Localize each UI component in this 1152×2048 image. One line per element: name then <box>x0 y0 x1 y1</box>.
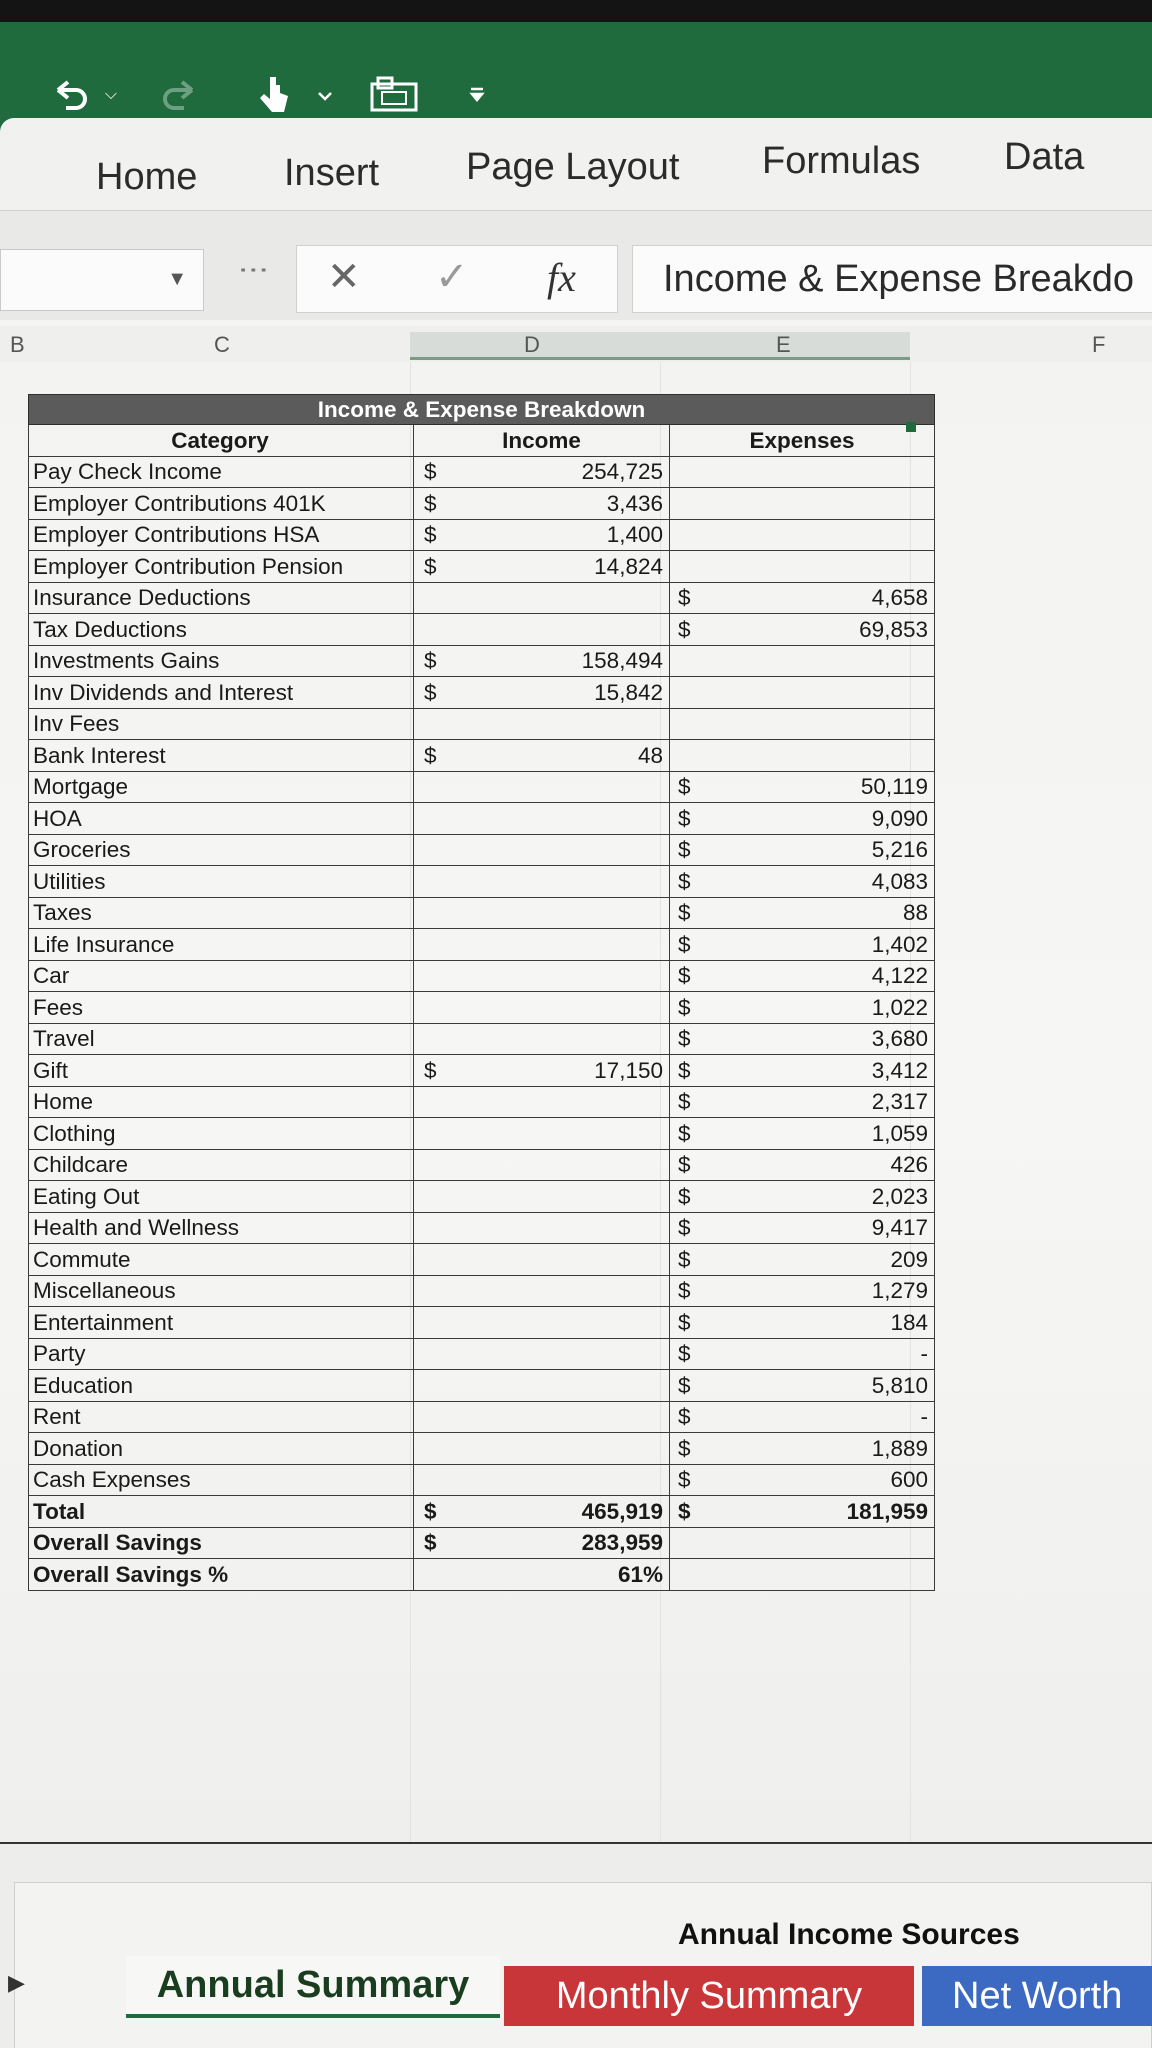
expense-currency-cell[interactable] <box>670 1527 710 1559</box>
category-cell[interactable]: Inv Dividends and Interest <box>29 677 414 709</box>
table-row <box>29 1401 935 1433</box>
undo-icon[interactable] <box>40 70 100 120</box>
header-expenses[interactable]: Expenses <box>670 425 935 457</box>
category-cell[interactable]: Rent <box>29 1401 414 1433</box>
income-value-cell[interactable] <box>494 708 670 740</box>
income-value-cell[interactable] <box>494 929 670 961</box>
income-value-cell[interactable]: 14,824 <box>494 551 670 583</box>
expense-value-cell[interactable]: 69,853 <box>710 614 935 646</box>
income-currency-cell[interactable] <box>414 1307 494 1339</box>
income-value-cell[interactable] <box>494 1307 670 1339</box>
column-header-b[interactable]: B <box>10 332 25 357</box>
sheet-tab-annual-income-sources[interactable]: Annual Income Sources <box>678 1918 1020 1951</box>
category-cell[interactable]: Groceries <box>29 834 414 866</box>
category-cell[interactable]: Life Insurance <box>29 929 414 961</box>
table-row <box>29 1212 935 1244</box>
income-value-cell[interactable] <box>494 1023 670 1055</box>
total-row <box>29 1496 935 1528</box>
category-cell[interactable]: Commute <box>29 1244 414 1276</box>
expense-currency-cell[interactable]: $ <box>670 1275 710 1307</box>
income-currency-cell[interactable] <box>414 929 494 961</box>
expense-value-cell[interactable]: 5,216 <box>710 834 935 866</box>
expense-value-cell[interactable]: 5,810 <box>710 1370 935 1402</box>
income-value-cell[interactable] <box>494 1086 670 1118</box>
expense-currency-cell[interactable]: $ <box>670 803 710 835</box>
table-title[interactable]: Income & Expense Breakdown <box>29 395 935 425</box>
table-header-row <box>29 425 935 457</box>
expense-currency-cell[interactable]: $ <box>670 992 710 1024</box>
income-value-cell[interactable] <box>494 803 670 835</box>
expense-currency-cell[interactable] <box>670 645 710 677</box>
category-cell[interactable]: Donation <box>29 1433 414 1465</box>
income-value-cell[interactable] <box>494 1275 670 1307</box>
expense-value-cell[interactable]: - <box>710 1338 935 1370</box>
expense-currency-cell[interactable]: $ <box>670 1212 710 1244</box>
category-cell[interactable]: Travel <box>29 1023 414 1055</box>
category-cell[interactable]: Home <box>29 1086 414 1118</box>
expense-currency-cell[interactable]: $ <box>670 1338 710 1370</box>
expense-currency-cell[interactable]: $ <box>670 1086 710 1118</box>
table-row <box>29 803 935 835</box>
income-value-cell[interactable] <box>494 1149 670 1181</box>
table-row <box>29 1055 935 1087</box>
category-cell[interactable]: Employer Contribution Pension <box>29 551 414 583</box>
income-value-cell[interactable] <box>494 1181 670 1213</box>
income-currency-cell[interactable]: $ <box>414 551 494 583</box>
expense-currency-cell[interactable]: $ <box>670 1055 710 1087</box>
expense-currency-cell[interactable]: $ <box>670 614 710 646</box>
expense-value-cell[interactable]: 600 <box>710 1464 935 1496</box>
formula-buttons <box>296 245 618 313</box>
income-currency-cell[interactable] <box>414 1559 494 1591</box>
table-row <box>29 519 935 551</box>
category-cell[interactable]: Utilities <box>29 866 414 898</box>
formula-text: Income & Expense Breakdo <box>663 258 1135 300</box>
column-headers <box>0 326 1152 362</box>
income-value-cell[interactable]: 48 <box>494 740 670 772</box>
category-cell[interactable]: Mortgage <box>29 771 414 803</box>
sheet-tab-monthly-summary[interactable]: Monthly Summary <box>504 1966 914 2026</box>
tab-home[interactable]: Home <box>96 156 198 198</box>
tab-page-layout[interactable]: Page Layout <box>466 146 680 188</box>
category-cell[interactable]: Taxes <box>29 897 414 929</box>
formula-input[interactable] <box>632 245 1152 313</box>
expense-currency-cell[interactable] <box>670 488 710 520</box>
expense-currency-cell[interactable]: $ <box>670 929 710 961</box>
table-row <box>29 1023 935 1055</box>
income-currency-cell[interactable] <box>414 614 494 646</box>
cancel-entry-icon[interactable]: ✕ <box>327 255 361 299</box>
expense-currency-cell[interactable] <box>670 708 710 740</box>
touch-dropdown-icon[interactable] <box>314 84 336 108</box>
table-row <box>29 1244 935 1276</box>
expense-currency-cell[interactable]: $ <box>670 897 710 929</box>
category-cell[interactable]: Bank Interest <box>29 740 414 772</box>
table-title-row <box>29 395 935 425</box>
category-cell[interactable]: Investments Gains <box>29 645 414 677</box>
income-value-cell[interactable] <box>494 1401 670 1433</box>
income-value-cell[interactable]: 283,959 <box>494 1527 670 1559</box>
expense-value-cell[interactable] <box>710 677 935 709</box>
column-header-f[interactable]: F <box>1092 332 1106 357</box>
category-cell[interactable]: Employer Contributions 401K <box>29 488 414 520</box>
category-cell[interactable]: Insurance Deductions <box>29 582 414 614</box>
header-category[interactable]: Category <box>29 425 414 457</box>
table-row <box>29 1370 935 1402</box>
income-currency-cell[interactable] <box>414 834 494 866</box>
formula-bar <box>0 210 1152 320</box>
income-value-cell[interactable] <box>494 771 670 803</box>
category-cell[interactable]: Education <box>29 1370 414 1402</box>
expense-value-cell[interactable]: - <box>710 1401 935 1433</box>
expense-value-cell[interactable] <box>710 456 935 488</box>
category-cell[interactable]: Eating Out <box>29 1181 414 1213</box>
income-value-cell[interactable] <box>494 866 670 898</box>
table-row <box>29 1433 935 1465</box>
income-value-cell[interactable] <box>494 960 670 992</box>
savings-row <box>29 1527 935 1559</box>
income-expense-table[interactable] <box>28 394 935 1591</box>
income-currency-cell[interactable] <box>414 1118 494 1150</box>
screenshot-icon[interactable] <box>364 70 424 118</box>
sheet-tab-annual-summary[interactable]: Annual Summary <box>126 1956 500 2018</box>
table-row <box>29 1464 935 1496</box>
category-cell[interactable]: Entertainment <box>29 1307 414 1339</box>
category-cell[interactable]: Party <box>29 1338 414 1370</box>
expense-value-cell[interactable] <box>710 708 935 740</box>
expense-currency-cell[interactable]: $ <box>670 1023 710 1055</box>
expense-value-cell[interactable] <box>710 1527 935 1559</box>
income-currency-cell[interactable] <box>414 1181 494 1213</box>
expense-value-cell[interactable]: 50,119 <box>710 771 935 803</box>
redo-icon <box>150 70 210 120</box>
expense-currency-cell[interactable]: $ <box>670 1181 710 1213</box>
income-currency-cell[interactable]: $ <box>414 1055 494 1087</box>
income-currency-cell[interactable] <box>414 582 494 614</box>
table-row <box>29 960 935 992</box>
expense-value-cell[interactable]: 88 <box>710 897 935 929</box>
name-box[interactable] <box>0 249 204 311</box>
expense-value-cell[interactable] <box>710 645 935 677</box>
undo-dropdown-icon[interactable]: ⌵ <box>104 86 118 103</box>
income-value-cell[interactable] <box>494 1464 670 1496</box>
expense-value-cell[interactable]: 181,959 <box>710 1496 935 1528</box>
category-cell[interactable]: Miscellaneous <box>29 1275 414 1307</box>
expense-currency-cell[interactable]: $ <box>670 1307 710 1339</box>
tab-insert[interactable]: Insert <box>284 152 380 194</box>
column-header-e[interactable]: E <box>776 332 791 357</box>
expense-value-cell[interactable]: 9,417 <box>710 1212 935 1244</box>
income-currency-cell[interactable]: $ <box>414 677 494 709</box>
table-row <box>29 645 935 677</box>
table-row <box>29 551 935 583</box>
income-currency-cell[interactable] <box>414 1244 494 1276</box>
expense-currency-cell[interactable]: $ <box>670 1464 710 1496</box>
expense-value-cell[interactable]: 2,023 <box>710 1181 935 1213</box>
expense-value-cell[interactable]: 4,658 <box>710 582 935 614</box>
expense-currency-cell[interactable]: $ <box>670 960 710 992</box>
income-currency-cell[interactable]: $ <box>414 519 494 551</box>
income-currency-cell[interactable]: $ <box>414 645 494 677</box>
expense-value-cell[interactable] <box>710 740 935 772</box>
expense-value-cell[interactable]: 1,889 <box>710 1433 935 1465</box>
confirm-entry-icon[interactable]: ✓ <box>435 255 469 299</box>
category-cell[interactable]: Total <box>29 1496 414 1528</box>
category-cell[interactable]: Inv Fees <box>29 708 414 740</box>
expense-value-cell[interactable]: 184 <box>710 1307 935 1339</box>
income-value-cell[interactable]: 158,494 <box>494 645 670 677</box>
expense-value-cell[interactable]: 1,059 <box>710 1118 935 1150</box>
income-value-cell[interactable] <box>494 582 670 614</box>
expense-currency-cell[interactable]: $ <box>670 1244 710 1276</box>
category-cell[interactable]: Overall Savings % <box>29 1559 414 1591</box>
income-currency-cell[interactable] <box>414 708 494 740</box>
expense-currency-cell[interactable]: $ <box>670 866 710 898</box>
income-value-cell[interactable] <box>494 1370 670 1402</box>
income-currency-cell[interactable] <box>414 1401 494 1433</box>
table-row <box>29 456 935 488</box>
expense-currency-cell[interactable] <box>670 519 710 551</box>
table-row <box>29 834 935 866</box>
tab-data[interactable]: Data <box>1004 136 1085 178</box>
expense-currency-cell[interactable]: $ <box>670 1149 710 1181</box>
income-currency-cell[interactable] <box>414 1275 494 1307</box>
income-currency-cell[interactable] <box>414 866 494 898</box>
expense-value-cell[interactable]: 1,022 <box>710 992 935 1024</box>
category-cell[interactable]: Car <box>29 960 414 992</box>
insert-function-icon[interactable]: fx <box>547 255 576 300</box>
expense-currency-cell[interactable]: $ <box>670 1401 710 1433</box>
worksheet[interactable] <box>0 362 1152 1842</box>
expense-currency-cell[interactable] <box>670 456 710 488</box>
category-cell[interactable]: Pay Check Income <box>29 456 414 488</box>
income-value-cell[interactable]: 465,919 <box>494 1496 670 1528</box>
expense-value-cell[interactable]: 426 <box>710 1149 935 1181</box>
category-cell[interactable]: Health and Wellness <box>29 1212 414 1244</box>
income-currency-cell[interactable] <box>414 1086 494 1118</box>
income-value-cell[interactable]: 1,400 <box>494 519 670 551</box>
income-currency-cell[interactable] <box>414 897 494 929</box>
table-row <box>29 1307 935 1339</box>
table-row <box>29 740 935 772</box>
income-value-cell[interactable]: 61% <box>494 1559 670 1591</box>
expense-currency-cell[interactable]: $ <box>670 1433 710 1465</box>
income-currency-cell[interactable]: $ <box>414 456 494 488</box>
expense-value-cell[interactable]: 2,317 <box>710 1086 935 1118</box>
expense-value-cell[interactable]: 1,279 <box>710 1275 935 1307</box>
expense-value-cell[interactable]: 3,412 <box>710 1055 935 1087</box>
name-box-dropdown-icon[interactable]: ▼ <box>167 268 187 290</box>
selected-columns-highlight <box>410 332 910 360</box>
table-row <box>29 771 935 803</box>
income-value-cell[interactable] <box>494 992 670 1024</box>
table-row <box>29 708 935 740</box>
expense-currency-cell[interactable] <box>670 1559 710 1591</box>
expense-value-cell[interactable] <box>710 1559 935 1591</box>
expense-currency-cell[interactable]: $ <box>670 771 710 803</box>
category-cell[interactable]: HOA <box>29 803 414 835</box>
column-header-d[interactable]: D <box>524 332 540 357</box>
more-options-icon[interactable]: ⋮ <box>237 255 270 283</box>
table-row <box>29 1338 935 1370</box>
category-cell[interactable]: Clothing <box>29 1118 414 1150</box>
expense-value-cell[interactable]: 3,680 <box>710 1023 935 1055</box>
income-currency-cell[interactable] <box>414 960 494 992</box>
expense-currency-cell[interactable]: $ <box>670 1118 710 1150</box>
expense-currency-cell[interactable] <box>670 740 710 772</box>
category-cell[interactable]: Overall Savings <box>29 1527 414 1559</box>
table-row <box>29 1086 935 1118</box>
table-row <box>29 488 935 520</box>
income-value-cell[interactable] <box>494 1212 670 1244</box>
category-cell[interactable]: Cash Expenses <box>29 1464 414 1496</box>
column-header-c[interactable]: C <box>214 332 230 357</box>
income-currency-cell[interactable] <box>414 1370 494 1402</box>
category-cell[interactable]: Childcare <box>29 1149 414 1181</box>
income-currency-cell[interactable]: $ <box>414 488 494 520</box>
expense-value-cell[interactable]: 1,402 <box>710 929 935 961</box>
income-value-cell[interactable] <box>494 1433 670 1465</box>
income-value-cell[interactable] <box>494 834 670 866</box>
expense-value-cell[interactable]: 9,090 <box>710 803 935 835</box>
expense-value-cell[interactable] <box>710 519 935 551</box>
table-row <box>29 1118 935 1150</box>
income-currency-cell[interactable] <box>414 803 494 835</box>
customize-toolbar-icon[interactable] <box>464 80 490 110</box>
income-value-cell[interactable] <box>494 614 670 646</box>
sheet-tab-net-worth[interactable]: Net Worth <box>922 1966 1152 2026</box>
expense-currency-cell[interactable]: $ <box>670 582 710 614</box>
expense-value-cell[interactable]: 4,083 <box>710 866 935 898</box>
income-value-cell[interactable]: 17,150 <box>494 1055 670 1087</box>
income-value-cell[interactable] <box>494 1118 670 1150</box>
income-currency-cell[interactable] <box>414 1433 494 1465</box>
income-value-cell[interactable]: 15,842 <box>494 677 670 709</box>
expense-currency-cell[interactable]: $ <box>670 1370 710 1402</box>
table-row <box>29 1181 935 1213</box>
tab-formulas[interactable]: Formulas <box>762 140 921 182</box>
table-row <box>29 866 935 898</box>
expense-currency-cell[interactable] <box>670 551 710 583</box>
income-value-cell[interactable]: 254,725 <box>494 456 670 488</box>
table-row <box>29 897 935 929</box>
window-top-edge <box>0 0 1152 22</box>
expense-currency-cell[interactable]: $ <box>670 1496 710 1528</box>
header-income[interactable]: Income <box>414 425 670 457</box>
income-currency-cell[interactable] <box>414 992 494 1024</box>
savings-pct-row <box>29 1559 935 1591</box>
table-row <box>29 614 935 646</box>
expense-currency-cell[interactable]: $ <box>670 834 710 866</box>
income-value-cell[interactable] <box>494 1244 670 1276</box>
category-cell[interactable]: Tax Deductions <box>29 614 414 646</box>
income-currency-cell[interactable]: $ <box>414 740 494 772</box>
expense-value-cell[interactable] <box>710 488 935 520</box>
expense-value-cell[interactable]: 209 <box>710 1244 935 1276</box>
table-row <box>29 992 935 1024</box>
expense-value-cell[interactable] <box>710 551 935 583</box>
table-row <box>29 929 935 961</box>
category-cell[interactable]: Fees <box>29 992 414 1024</box>
income-value-cell[interactable] <box>494 897 670 929</box>
table-row <box>29 1275 935 1307</box>
table-row <box>29 582 935 614</box>
income-value-cell[interactable] <box>494 1338 670 1370</box>
income-currency-cell[interactable] <box>414 1338 494 1370</box>
scroll-tabs-icon[interactable]: ▶ <box>8 1970 25 1995</box>
table-row <box>29 1149 935 1181</box>
income-currency-cell[interactable]: $ <box>414 1527 494 1559</box>
touch-mode-icon[interactable] <box>250 66 296 124</box>
income-value-cell[interactable]: 3,436 <box>494 488 670 520</box>
category-cell[interactable]: Employer Contributions HSA <box>29 519 414 551</box>
income-currency-cell[interactable] <box>414 1023 494 1055</box>
expense-value-cell[interactable]: 4,122 <box>710 960 935 992</box>
income-currency-cell[interactable] <box>414 771 494 803</box>
ribbon-tabs <box>0 118 1152 210</box>
selection-handle[interactable] <box>906 422 916 432</box>
income-currency-cell[interactable] <box>414 1212 494 1244</box>
income-currency-cell[interactable] <box>414 1149 494 1181</box>
expense-currency-cell[interactable] <box>670 677 710 709</box>
table-row <box>29 677 935 709</box>
category-cell[interactable]: Gift <box>29 1055 414 1087</box>
income-currency-cell[interactable]: $ <box>414 1496 494 1528</box>
income-currency-cell[interactable] <box>414 1464 494 1496</box>
